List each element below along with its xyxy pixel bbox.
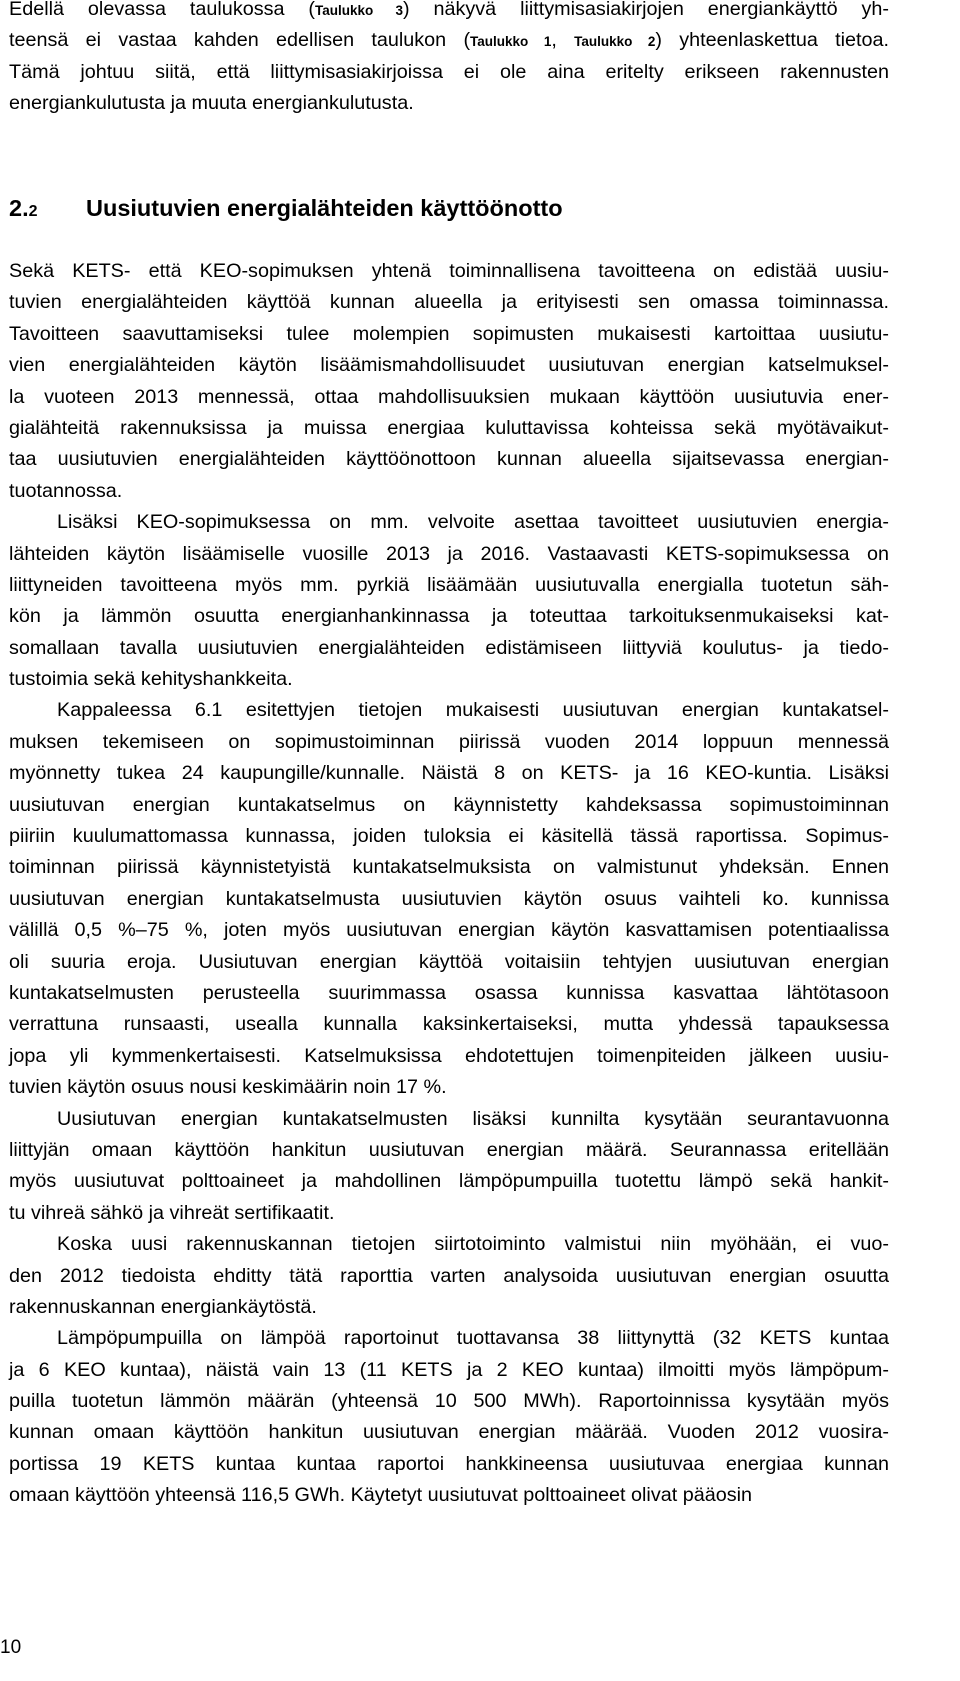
table-reference: Taulukko 1 xyxy=(470,34,552,50)
paragraph xyxy=(9,1229,889,1323)
text-line: kunnan omaan käyttöön hankitun uusiutuvan energian määrää. Vuoden 2012 vuosira- xyxy=(9,1421,889,1444)
text-line: uusiutuvan energian kuntakatselmusta uusiutuvien käytön osuus vaihteli ko. kunnissa xyxy=(9,887,889,910)
table-reference: Taulukko 3 xyxy=(315,3,403,18)
text-line: uusiutuvan energian kuntakatselmus on käynnistetty kahdeksassa sopimustoiminnan xyxy=(9,793,889,816)
text-line: Lisäksi KEO-sopimuksessa on mm. velvoite asettaa tavoitteet uusiutuvien energia- xyxy=(57,511,889,534)
paragraph xyxy=(9,1323,889,1511)
text-line: verrattuna runsaasti, usealla kunnalla kaksinkertaiseksi, mutta yhdessä tapauksessa xyxy=(9,1013,889,1036)
text-line: Tavoitteen saavuttamiseksi tulee molempien sopimusten mukaisesti kartoittaa uusiutu- xyxy=(9,322,889,345)
section-heading xyxy=(9,188,889,228)
text-line: toiminnan piirissä käynnistetyistä kuntakatselmuksista on valmistunut yhdeksän. Ennen xyxy=(9,856,889,879)
section-title: Uusiutuvien energialähteiden käyttöönotto xyxy=(86,195,563,221)
text-line: Koska uusi rakennuskannan tietojen siirtotoiminto valmistui niin myöhään, ei vuo- xyxy=(57,1233,889,1256)
text-line: rakennuskannan energiankäytöstä. xyxy=(9,1295,317,1318)
text-line: gialähteitä rakennuksissa ja muissa energiaa kuluttavissa kohteissa sekä myötävaikut- xyxy=(9,416,889,439)
text-line: ja 6 KEO kuntaa), näistä vain 13 (11 KETS ja 2 KEO kuntaa) ilmoitti myös lämpöpum- xyxy=(9,1358,889,1381)
text-line: omaan käyttöön yhteensä 116,5 GWh. Käytetyt uusiutuvat polttoaineet olivat pääosin xyxy=(9,1484,752,1507)
text-line: jopa yli kymmenkertaisesti. Katselmuksissa ehdotettujen toimenpiteiden jälkeen uusiu- xyxy=(9,1044,889,1067)
text-line: energiankulutusta ja muuta energiankulutusta. xyxy=(9,92,414,115)
text-line: tuvien käytön osuus nousi keskimäärin noin 17 %. xyxy=(9,1076,447,1099)
text-line: Edellä olevassa taulukossa (Taulukko 3) näkyvä liittymisasiakirjojen energiankäyttö yh- xyxy=(9,0,889,20)
table-reference: Taulukko 2 xyxy=(574,34,656,50)
text-line: tuvien energialähteiden käyttöä kunnan alueella ja erityisesti sen omassa toiminnassa. xyxy=(9,291,889,314)
paragraph xyxy=(9,695,889,1103)
text-line: liittyneiden tavoitteena myös mm. pyrkiä lisäämään uusiutuvalla energialla tuotetun säh- xyxy=(9,573,889,596)
text-line: tuotannossa. xyxy=(9,479,123,502)
text-line: Lämpöpumpuilla on lämpöä raportoinut tuottavansa 38 liittynyttä (32 KETS kuntaa xyxy=(57,1327,889,1350)
text-line: lähteiden käytön lisäämiselle vuosille 2013 ja 2016. Vastaavasti KETS-sopimuksessa on xyxy=(9,542,889,565)
text-line: portissa 19 KETS kuntaa kuntaa raportoi hankkineensa uusiutuvaa energiaa kunnan xyxy=(9,1452,889,1475)
text-line: välillä 0,5 %–75 %, joten myös uusiutuvan energian käytön kasvattamisen potentiaalissa xyxy=(9,919,889,942)
text-line: den 2012 tiedoista ehditty tätä raporttia varten analysoida uusiutuvan energian osuutta xyxy=(9,1264,889,1287)
body-text xyxy=(9,256,889,1512)
text-line: kön ja lämmön osuutta energianhankinnassa ja toteuttaa tarkoituksenmukaiseksi kat- xyxy=(9,605,889,628)
text-line: tustoimia sekä kehityshankkeita. xyxy=(9,668,293,691)
text-line: piiriin kuulumattomassa kunnassa, joiden tuloksia ei käsitellä tässä raportissa. Sopimus- xyxy=(9,825,889,848)
text-line: myös uusiutuvat polttoaineet ja mahdollinen lämpöpumpuilla tuotettu lämpö sekä hankit- xyxy=(9,1170,889,1193)
paragraph xyxy=(9,256,889,507)
text-line: oli suuria eroja. Uusiutuvan energian käyttöä voitaisiin tehtyjen uusiutuvan energian xyxy=(9,950,889,973)
intro-paragraph xyxy=(9,0,889,120)
text-line: Tämä johtuu siitä, että liittymisasiakirjoissa ei ole aina eritelty erikseen rakennusten xyxy=(9,60,889,83)
text-line: tu vihreä sähkö ja vihreät sertifikaatit. xyxy=(9,1201,335,1224)
text-line: puilla tuotetun lämmön määrän (yhteensä 10 500 MWh). Raportoinnissa kysytään myös xyxy=(9,1390,889,1413)
paragraph xyxy=(9,1104,889,1230)
text-line: Sekä KETS- että KEO-sopimuksen yhtenä toiminnallisena tavoitteena on edistää uusiu- xyxy=(9,260,889,282)
text-line: myönnetty tukea 24 kaupungille/kunnalle. Näistä 8 on KETS- ja 16 KEO-kuntia. Lisäksi xyxy=(9,762,889,785)
text-line: la vuoteen 2013 mennessä, ottaa mahdollisuuksien mukaan käyttöön uusiutuvia ener- xyxy=(9,385,889,408)
text-line: vien energialähteiden käytön lisäämismahdollisuudet uusiutuvan energian katselmuksel- xyxy=(9,354,889,377)
text-line: kuntakatselmusten perusteella suurimmassa osassa kunnissa kasvattaa lähtötasoon xyxy=(9,981,889,1004)
text-line: Kappaleessa 6.1 esitettyjen tietojen mukaisesti uusiutuvan energian kuntakatsel- xyxy=(57,699,889,722)
text-line: teensä ei vastaa kahden edellisen taulukon (Taulukko 1, Taulukko 2) yhteenlaskettua tietoa. xyxy=(9,29,889,52)
paragraph xyxy=(9,507,889,695)
page-number: 10 xyxy=(0,1637,22,1658)
text-line: taa uusiutuvien energialähteiden käyttöönottoon kunnan alueella sijaitsevassa energian- xyxy=(9,448,889,471)
text-line: somallaan tavalla uusiutuvien energialähteiden edistämiseen liittyviä koulutus- ja tiedo- xyxy=(9,636,889,659)
text-line: liittyjän omaan käyttöön hankitun uusiutuvan energian määrä. Seurannassa eritellään xyxy=(9,1138,889,1161)
text-line: muksen tekemiseen on sopimustoiminnan piirissä vuoden 2014 loppuun mennessä xyxy=(9,730,889,753)
text-line: Uusiutuvan energian kuntakatselmusten lisäksi kunnilta kysytään seurantavuonna xyxy=(57,1107,889,1130)
section-number: 2.2 xyxy=(9,195,38,221)
